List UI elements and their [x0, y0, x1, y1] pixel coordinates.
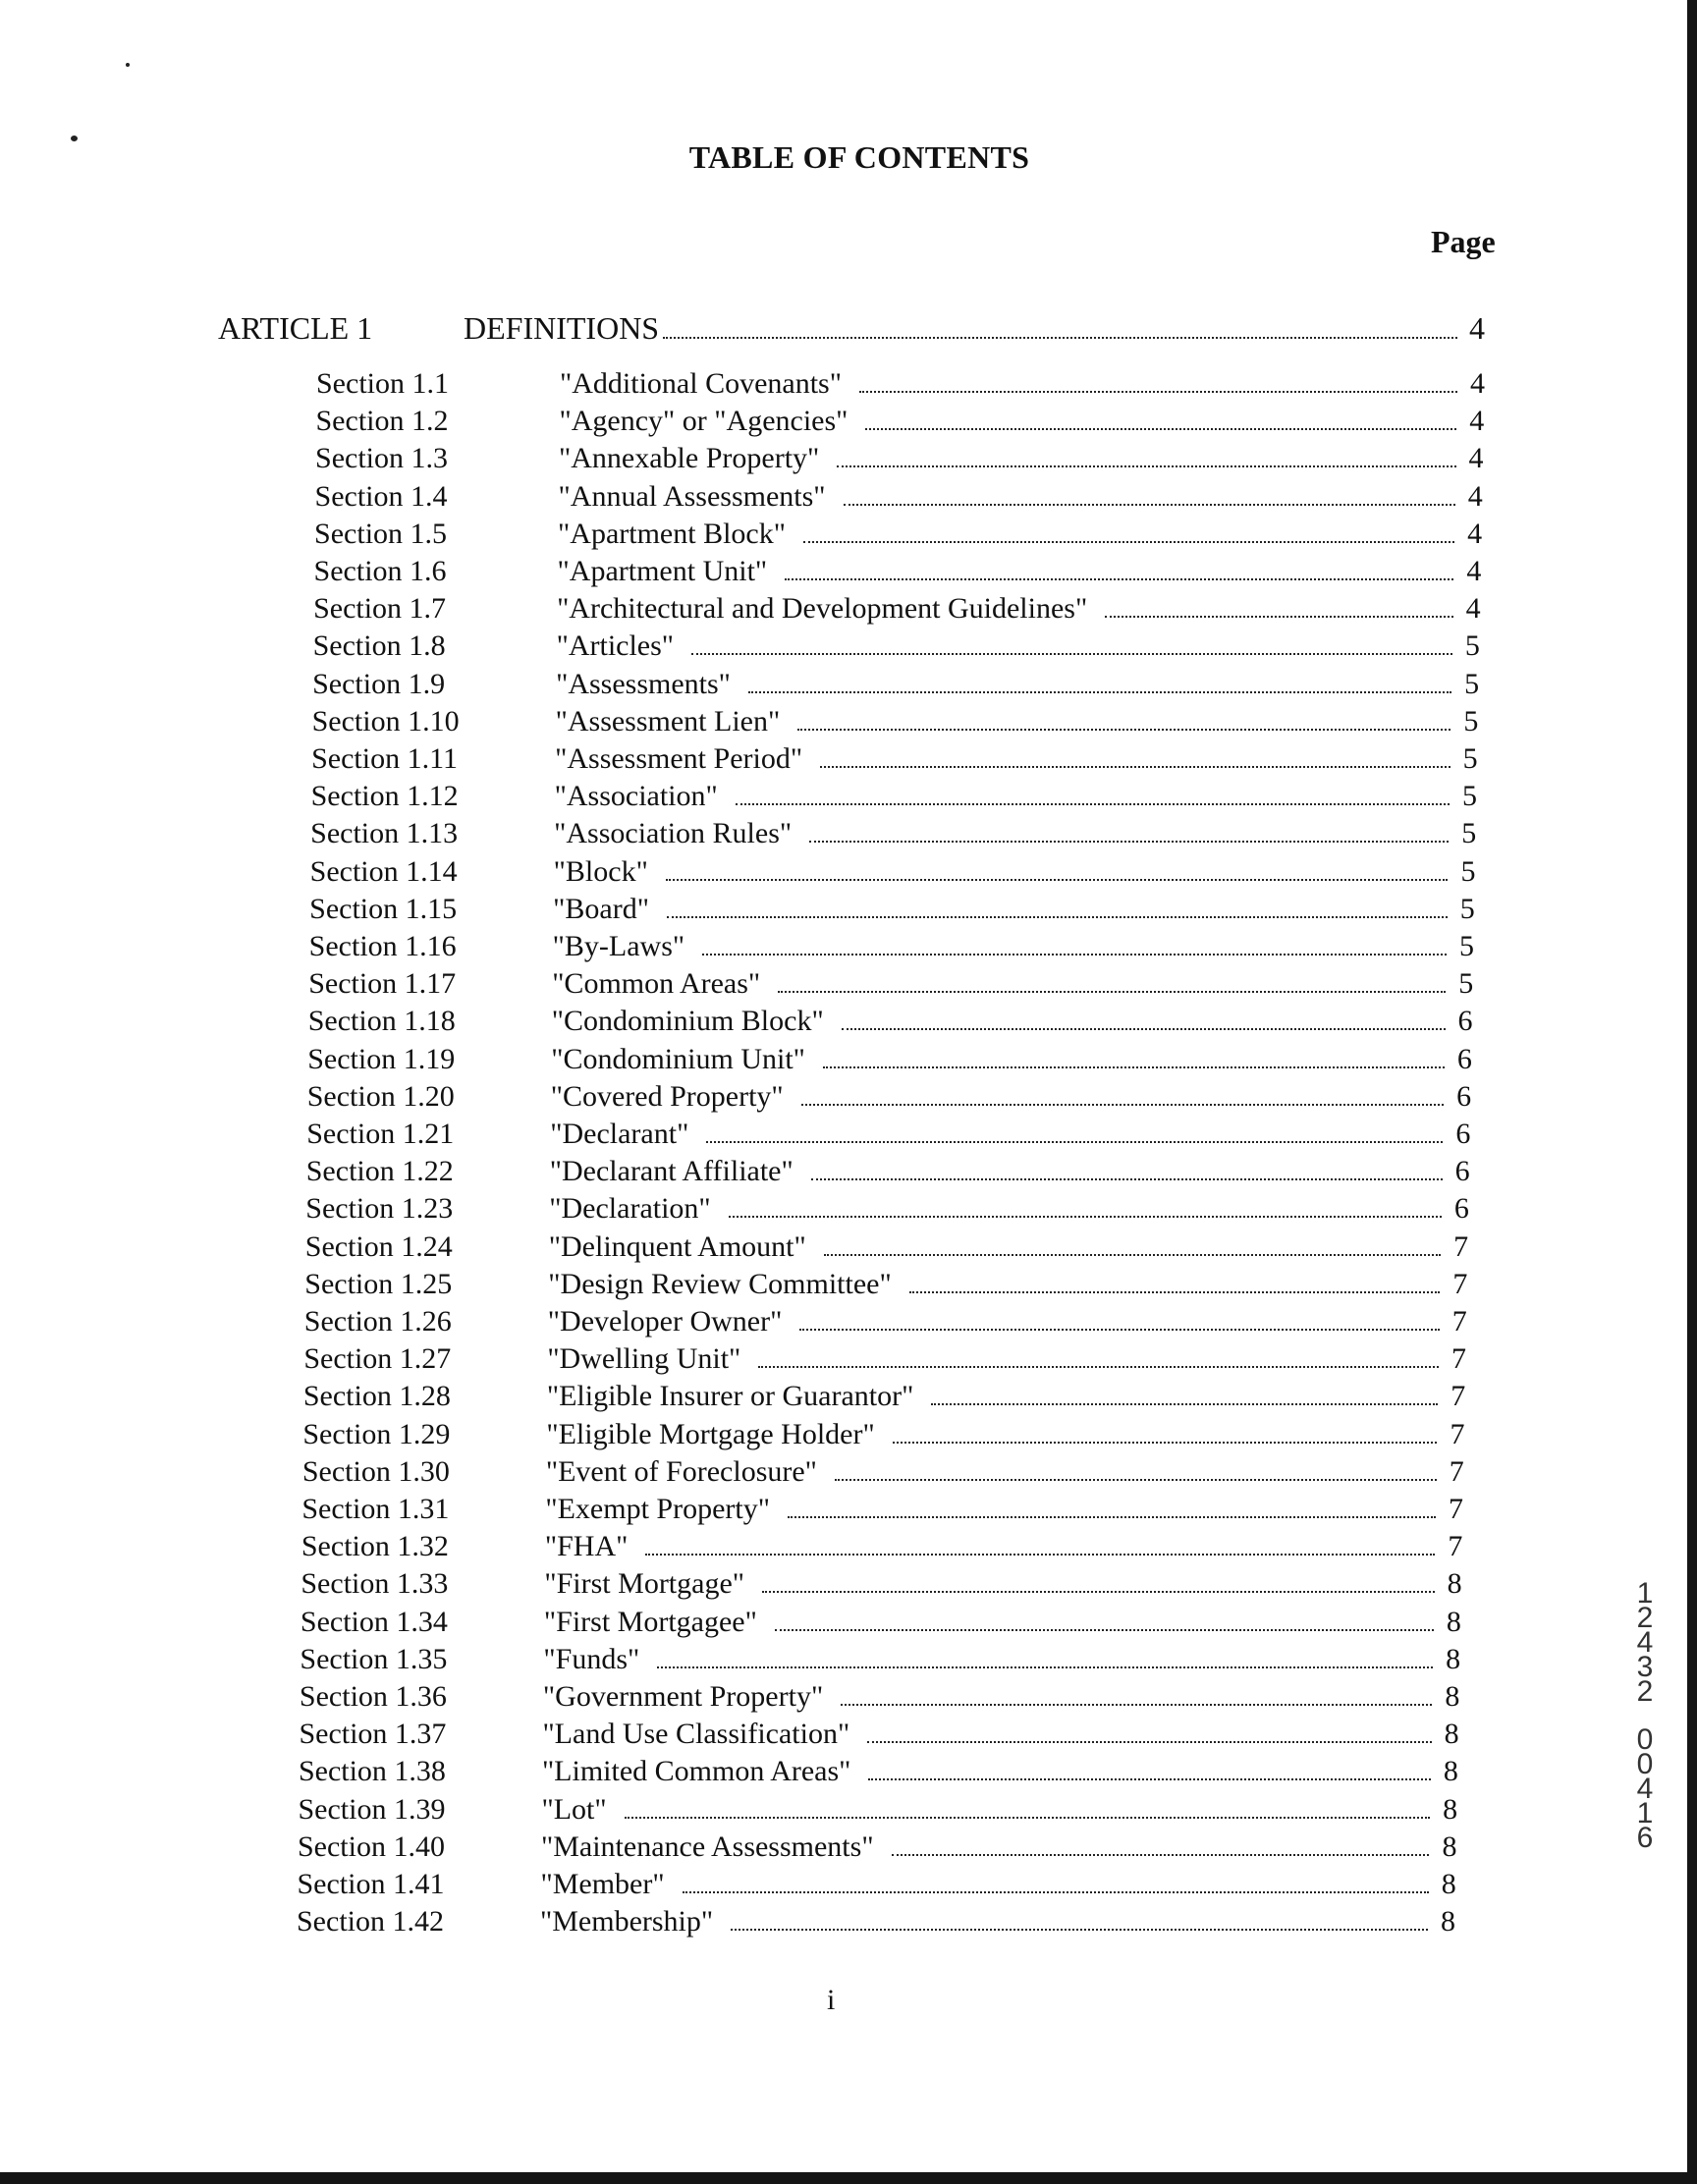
dot-leader [893, 1442, 1438, 1444]
toc-entry[interactable] [306, 1118, 1470, 1151]
section-page: 5 [1460, 854, 1476, 888]
toc-entry[interactable] [304, 1305, 1467, 1338]
section-number: Section 1.34 [300, 1605, 448, 1638]
toc-entry[interactable] [302, 1418, 1464, 1451]
section-number: Section 1.12 [310, 780, 459, 813]
section-number: Section 1.29 [302, 1417, 451, 1450]
toc-entry[interactable] [303, 1380, 1465, 1413]
section-number: Section 1.22 [305, 1155, 454, 1188]
toc-entry[interactable] [300, 1643, 1460, 1676]
stamp-digit: 4 [1636, 1626, 1654, 1659]
section-term: "Agency" or "Agencies" [559, 405, 848, 438]
section-page: 7 [1450, 1417, 1465, 1450]
section-page: 8 [1447, 1567, 1462, 1601]
section-number: Section 1.41 [297, 1868, 445, 1900]
section-term: "Articles" [556, 629, 675, 663]
section-number: Section 1.17 [308, 967, 457, 1001]
dot-leader [1105, 616, 1452, 618]
section-term: "Government Property" [542, 1680, 824, 1713]
section-term: "Dwelling Unit" [547, 1342, 741, 1376]
section-term: "First Mortgage" [544, 1567, 745, 1601]
toc-entry[interactable] [309, 930, 1474, 963]
section-page: 5 [1464, 667, 1480, 700]
section-term: "Declarant" [550, 1118, 689, 1150]
section-number: Section 1.6 [313, 555, 447, 587]
section-term: "Condominium Block" [551, 1005, 824, 1038]
section-term: "Assessments" [556, 667, 731, 700]
toc-entry[interactable] [301, 1493, 1463, 1526]
section-page: 5 [1459, 892, 1475, 925]
toc-entry[interactable] [301, 1606, 1461, 1639]
scan-edge-right [1687, 0, 1697, 2184]
section-term: "Developer Owner" [547, 1305, 783, 1338]
dot-leader [809, 841, 1449, 843]
section-term: "By-Laws" [552, 930, 685, 962]
section-page: 4 [1469, 405, 1485, 438]
section-term: "Lot" [541, 1792, 607, 1826]
section-number: Section 1.3 [315, 442, 449, 475]
section-term: "Eligible Mortgage Holder" [546, 1417, 875, 1450]
dot-leader [683, 1891, 1429, 1893]
section-number: Section 1.24 [304, 1229, 453, 1263]
dot-leader [801, 1104, 1444, 1106]
section-page: 5 [1461, 780, 1477, 813]
section-number: Section 1.42 [297, 1905, 444, 1938]
section-page: 4 [1465, 592, 1481, 626]
toc-entry[interactable] [305, 1230, 1468, 1264]
toc-entry[interactable] [313, 592, 1481, 626]
section-term: "Annexable Property" [559, 442, 820, 475]
dot-leader [706, 1141, 1443, 1143]
section-number: Section 1.11 [311, 742, 458, 775]
toc-entry[interactable] [309, 893, 1475, 926]
stamp-digit: 0 [1636, 1723, 1654, 1756]
dot-leader [931, 1403, 1438, 1405]
section-number: Section 1.37 [299, 1718, 447, 1751]
toc-entry[interactable] [301, 1530, 1462, 1563]
section-number: Section 1.36 [299, 1680, 447, 1713]
dot-leader [731, 1929, 1428, 1931]
toc-entry[interactable] [307, 1043, 1472, 1076]
section-page: 7 [1452, 1267, 1468, 1300]
page-title: TABLE OF CONTENTS [688, 139, 1030, 175]
section-page: 4 [1467, 479, 1483, 513]
stamp-digit: 6 [1636, 1822, 1654, 1854]
dot-leader [797, 729, 1451, 731]
section-page: 7 [1453, 1229, 1469, 1263]
section-term: "Membership" [540, 1905, 714, 1938]
section-page: 7 [1449, 1493, 1464, 1525]
toc-entry[interactable] [314, 555, 1482, 588]
toc-entry[interactable] [297, 1868, 1455, 1901]
section-number: Section 1.35 [300, 1642, 448, 1675]
section-page: 6 [1455, 1118, 1471, 1150]
section-term: "Condominium Unit" [551, 1042, 805, 1075]
section-page: 6 [1457, 1005, 1473, 1038]
dot-leader [820, 766, 1451, 768]
toc-entry[interactable] [312, 705, 1479, 738]
dot-leader [775, 1629, 1434, 1631]
section-number: Section 1.32 [301, 1530, 449, 1563]
section-page: 7 [1448, 1530, 1463, 1563]
section-number: Section 1.18 [307, 1005, 456, 1038]
section-number: Section 1.9 [312, 667, 446, 700]
toc-entry[interactable] [310, 855, 1476, 889]
section-number: Section 1.39 [298, 1792, 446, 1826]
dot-leader [625, 1817, 1431, 1819]
stamp-digit: 1 [1636, 1577, 1654, 1610]
section-term: "Assessment Lien" [555, 704, 781, 737]
section-term: "Funds" [543, 1642, 640, 1675]
dot-leader [867, 1741, 1431, 1743]
toc-entry[interactable] [316, 405, 1485, 438]
dot-leader [762, 1591, 1435, 1593]
dot-leader [865, 428, 1456, 430]
section-page: 8 [1443, 1755, 1458, 1788]
section-term: "Assessment Period" [555, 742, 803, 775]
section-number: Section 1.16 [308, 930, 457, 962]
section-number: Section 1.4 [314, 479, 448, 513]
toc-entry[interactable] [313, 629, 1480, 663]
section-page: 8 [1444, 1718, 1459, 1751]
section-number: Section 1.14 [309, 854, 458, 888]
dot-leader [645, 1554, 1435, 1556]
section-number: Section 1.2 [315, 405, 449, 438]
section-page: 8 [1445, 1680, 1460, 1713]
section-number: Section 1.33 [301, 1567, 449, 1601]
section-term: "Delinquent Amount" [548, 1229, 806, 1263]
toc-entry[interactable] [306, 1155, 1470, 1188]
dot-leader [803, 541, 1454, 543]
dot-leader [868, 1778, 1431, 1780]
section-page: 8 [1446, 1642, 1461, 1675]
toc-entry[interactable] [300, 1680, 1459, 1714]
section-number: Section 1.23 [305, 1192, 454, 1226]
toc-entry[interactable] [308, 1005, 1473, 1038]
section-page: 4 [1468, 442, 1484, 475]
stamp-digit: 2 [1636, 1602, 1654, 1634]
section-number: Section 1.1 [316, 367, 449, 400]
section-term: "Eligible Insurer or Guarantor" [546, 1380, 914, 1413]
toc-entry[interactable] [299, 1718, 1458, 1751]
dot-leader [736, 803, 1450, 805]
dot-leader [835, 1479, 1437, 1481]
stamp-digit: 4 [1636, 1773, 1654, 1805]
toc-entry[interactable] [307, 1080, 1471, 1114]
section-term: "Covered Property" [550, 1079, 784, 1113]
section-page: 4 [1470, 367, 1485, 400]
toc-entry[interactable] [315, 480, 1483, 514]
section-term: "Member" [540, 1868, 665, 1900]
section-number: Section 1.15 [309, 892, 458, 925]
article-page: 4 [1469, 310, 1485, 346]
toc-entry[interactable] [311, 742, 1478, 776]
section-page: 5 [1464, 629, 1480, 663]
toc-entry[interactable] [298, 1793, 1457, 1827]
section-term: "Exempt Property" [545, 1493, 770, 1525]
section-number: Section 1.40 [297, 1829, 445, 1863]
section-number: Section 1.19 [307, 1042, 456, 1075]
toc-entry[interactable] [315, 442, 1484, 475]
toc-entry[interactable] [302, 1455, 1464, 1489]
toc-entry[interactable] [299, 1755, 1458, 1788]
section-term: "FHA" [544, 1530, 629, 1563]
section-page: 8 [1441, 1868, 1456, 1900]
page-column-header: Page [1431, 224, 1496, 259]
section-page: 6 [1453, 1192, 1469, 1226]
article-entry[interactable] [218, 310, 1485, 350]
toc-entry[interactable] [308, 967, 1473, 1001]
toc-entry[interactable] [312, 668, 1479, 701]
section-page: 8 [1441, 1905, 1455, 1938]
section-page: 6 [1456, 1042, 1472, 1075]
section-number: Section 1.26 [303, 1305, 452, 1338]
dot-leader [666, 879, 1449, 881]
section-number: Section 1.13 [310, 817, 459, 850]
dot-leader [842, 1028, 1446, 1030]
section-term: "Common Areas" [552, 967, 761, 1001]
section-page: 6 [1454, 1155, 1470, 1188]
section-page: 5 [1462, 742, 1478, 775]
section-number: Section 1.7 [313, 592, 447, 626]
toc-entry[interactable] [314, 518, 1482, 551]
dot-leader [702, 954, 1447, 956]
section-number: Section 1.38 [298, 1755, 446, 1788]
toc-entry[interactable] [311, 780, 1477, 813]
section-page: 7 [1451, 1380, 1466, 1413]
stamp-digit: 3 [1636, 1651, 1654, 1683]
section-term: "Architectural and Development Guidelines" [557, 592, 1088, 626]
dot-leader [837, 465, 1455, 467]
section-number: Section 1.28 [302, 1380, 451, 1413]
dot-leader [788, 1516, 1436, 1518]
dot-leader [691, 653, 1452, 655]
dot-leader [667, 916, 1448, 918]
stamp-digit: 2 [1636, 1675, 1654, 1708]
section-term: "Board" [553, 892, 649, 925]
section-page: 7 [1451, 1305, 1467, 1338]
section-term: "Association" [554, 780, 718, 813]
section-page: 5 [1463, 704, 1479, 737]
toc-entry[interactable] [305, 1192, 1469, 1226]
section-page: 4 [1466, 555, 1482, 587]
article-number: ARTICLE 1 [218, 310, 373, 346]
section-term: "Maintenance Assessments" [540, 1829, 874, 1863]
section-page: 6 [1456, 1079, 1472, 1113]
section-page: 5 [1458, 967, 1474, 1001]
section-page: 8 [1446, 1605, 1461, 1638]
section-number: Section 1.31 [301, 1493, 450, 1525]
section-page: 7 [1451, 1342, 1466, 1376]
dot-leader [841, 1704, 1432, 1706]
section-term: "Block" [553, 854, 648, 888]
section-term: "Apartment Unit" [557, 555, 768, 587]
dot-leader [844, 504, 1455, 506]
dot-leader [657, 1666, 1433, 1668]
toc-entry[interactable] [303, 1342, 1466, 1376]
section-term: "Apartment Block" [558, 517, 786, 550]
dot-leader [909, 1291, 1441, 1293]
section-number: Section 1.25 [304, 1267, 453, 1300]
article-heading: DEFINITIONS [464, 310, 660, 346]
page-number: i [827, 1984, 836, 2016]
scan-edge-bottom [0, 2172, 1697, 2184]
stamp-digit: 0 [1636, 1748, 1654, 1780]
toc-entry[interactable] [297, 1905, 1455, 1938]
section-number: Section 1.21 [306, 1118, 455, 1150]
side-stamp [1630, 1577, 1660, 1854]
section-term: "Land Use Classification" [542, 1718, 850, 1751]
toc-entry[interactable] [304, 1268, 1467, 1301]
toc-entry[interactable] [301, 1567, 1461, 1601]
section-page: 5 [1461, 817, 1477, 850]
dot-leader [663, 337, 1457, 339]
section-term: "Design Review Committee" [548, 1267, 892, 1300]
section-term: "First Mortgagee" [543, 1605, 757, 1638]
section-page: 5 [1459, 930, 1474, 962]
section-number: Section 1.5 [314, 517, 448, 550]
section-number: Section 1.10 [311, 704, 460, 737]
section-number: Section 1.30 [301, 1454, 450, 1488]
section-number: Section 1.8 [312, 629, 446, 663]
section-term: "Additional Covenants" [560, 367, 842, 400]
toc-entry[interactable] [316, 367, 1485, 401]
section-page: 8 [1442, 1829, 1457, 1863]
toc-entry[interactable] [310, 817, 1476, 850]
section-number: Section 1.27 [303, 1342, 452, 1376]
dot-leader [729, 1216, 1442, 1218]
dot-leader [859, 391, 1457, 393]
dot-leader [892, 1854, 1430, 1856]
toc-entry[interactable] [298, 1830, 1456, 1864]
section-page: 8 [1443, 1792, 1458, 1826]
section-page: 7 [1449, 1454, 1464, 1488]
dot-leader [811, 1178, 1443, 1180]
section-term: "Association Rules" [554, 817, 793, 850]
section-term: "Event of Foreclosure" [545, 1454, 817, 1488]
section-term: "Limited Common Areas" [541, 1755, 851, 1788]
scan-speck [126, 63, 130, 67]
dot-leader [824, 1254, 1441, 1256]
dot-leader [748, 691, 1451, 693]
section-term: "Declaration" [549, 1192, 711, 1226]
dot-leader [823, 1066, 1445, 1068]
stamp-digit: 1 [1636, 1797, 1654, 1829]
dot-leader [785, 578, 1453, 580]
section-term: "Annual Assessments" [558, 479, 826, 513]
section-term: "Declarant Affiliate" [549, 1155, 794, 1188]
dot-leader [778, 991, 1446, 993]
dot-leader [799, 1329, 1439, 1331]
dot-leader [758, 1366, 1439, 1368]
section-number: Section 1.20 [306, 1079, 455, 1113]
section-page: 4 [1467, 517, 1483, 550]
